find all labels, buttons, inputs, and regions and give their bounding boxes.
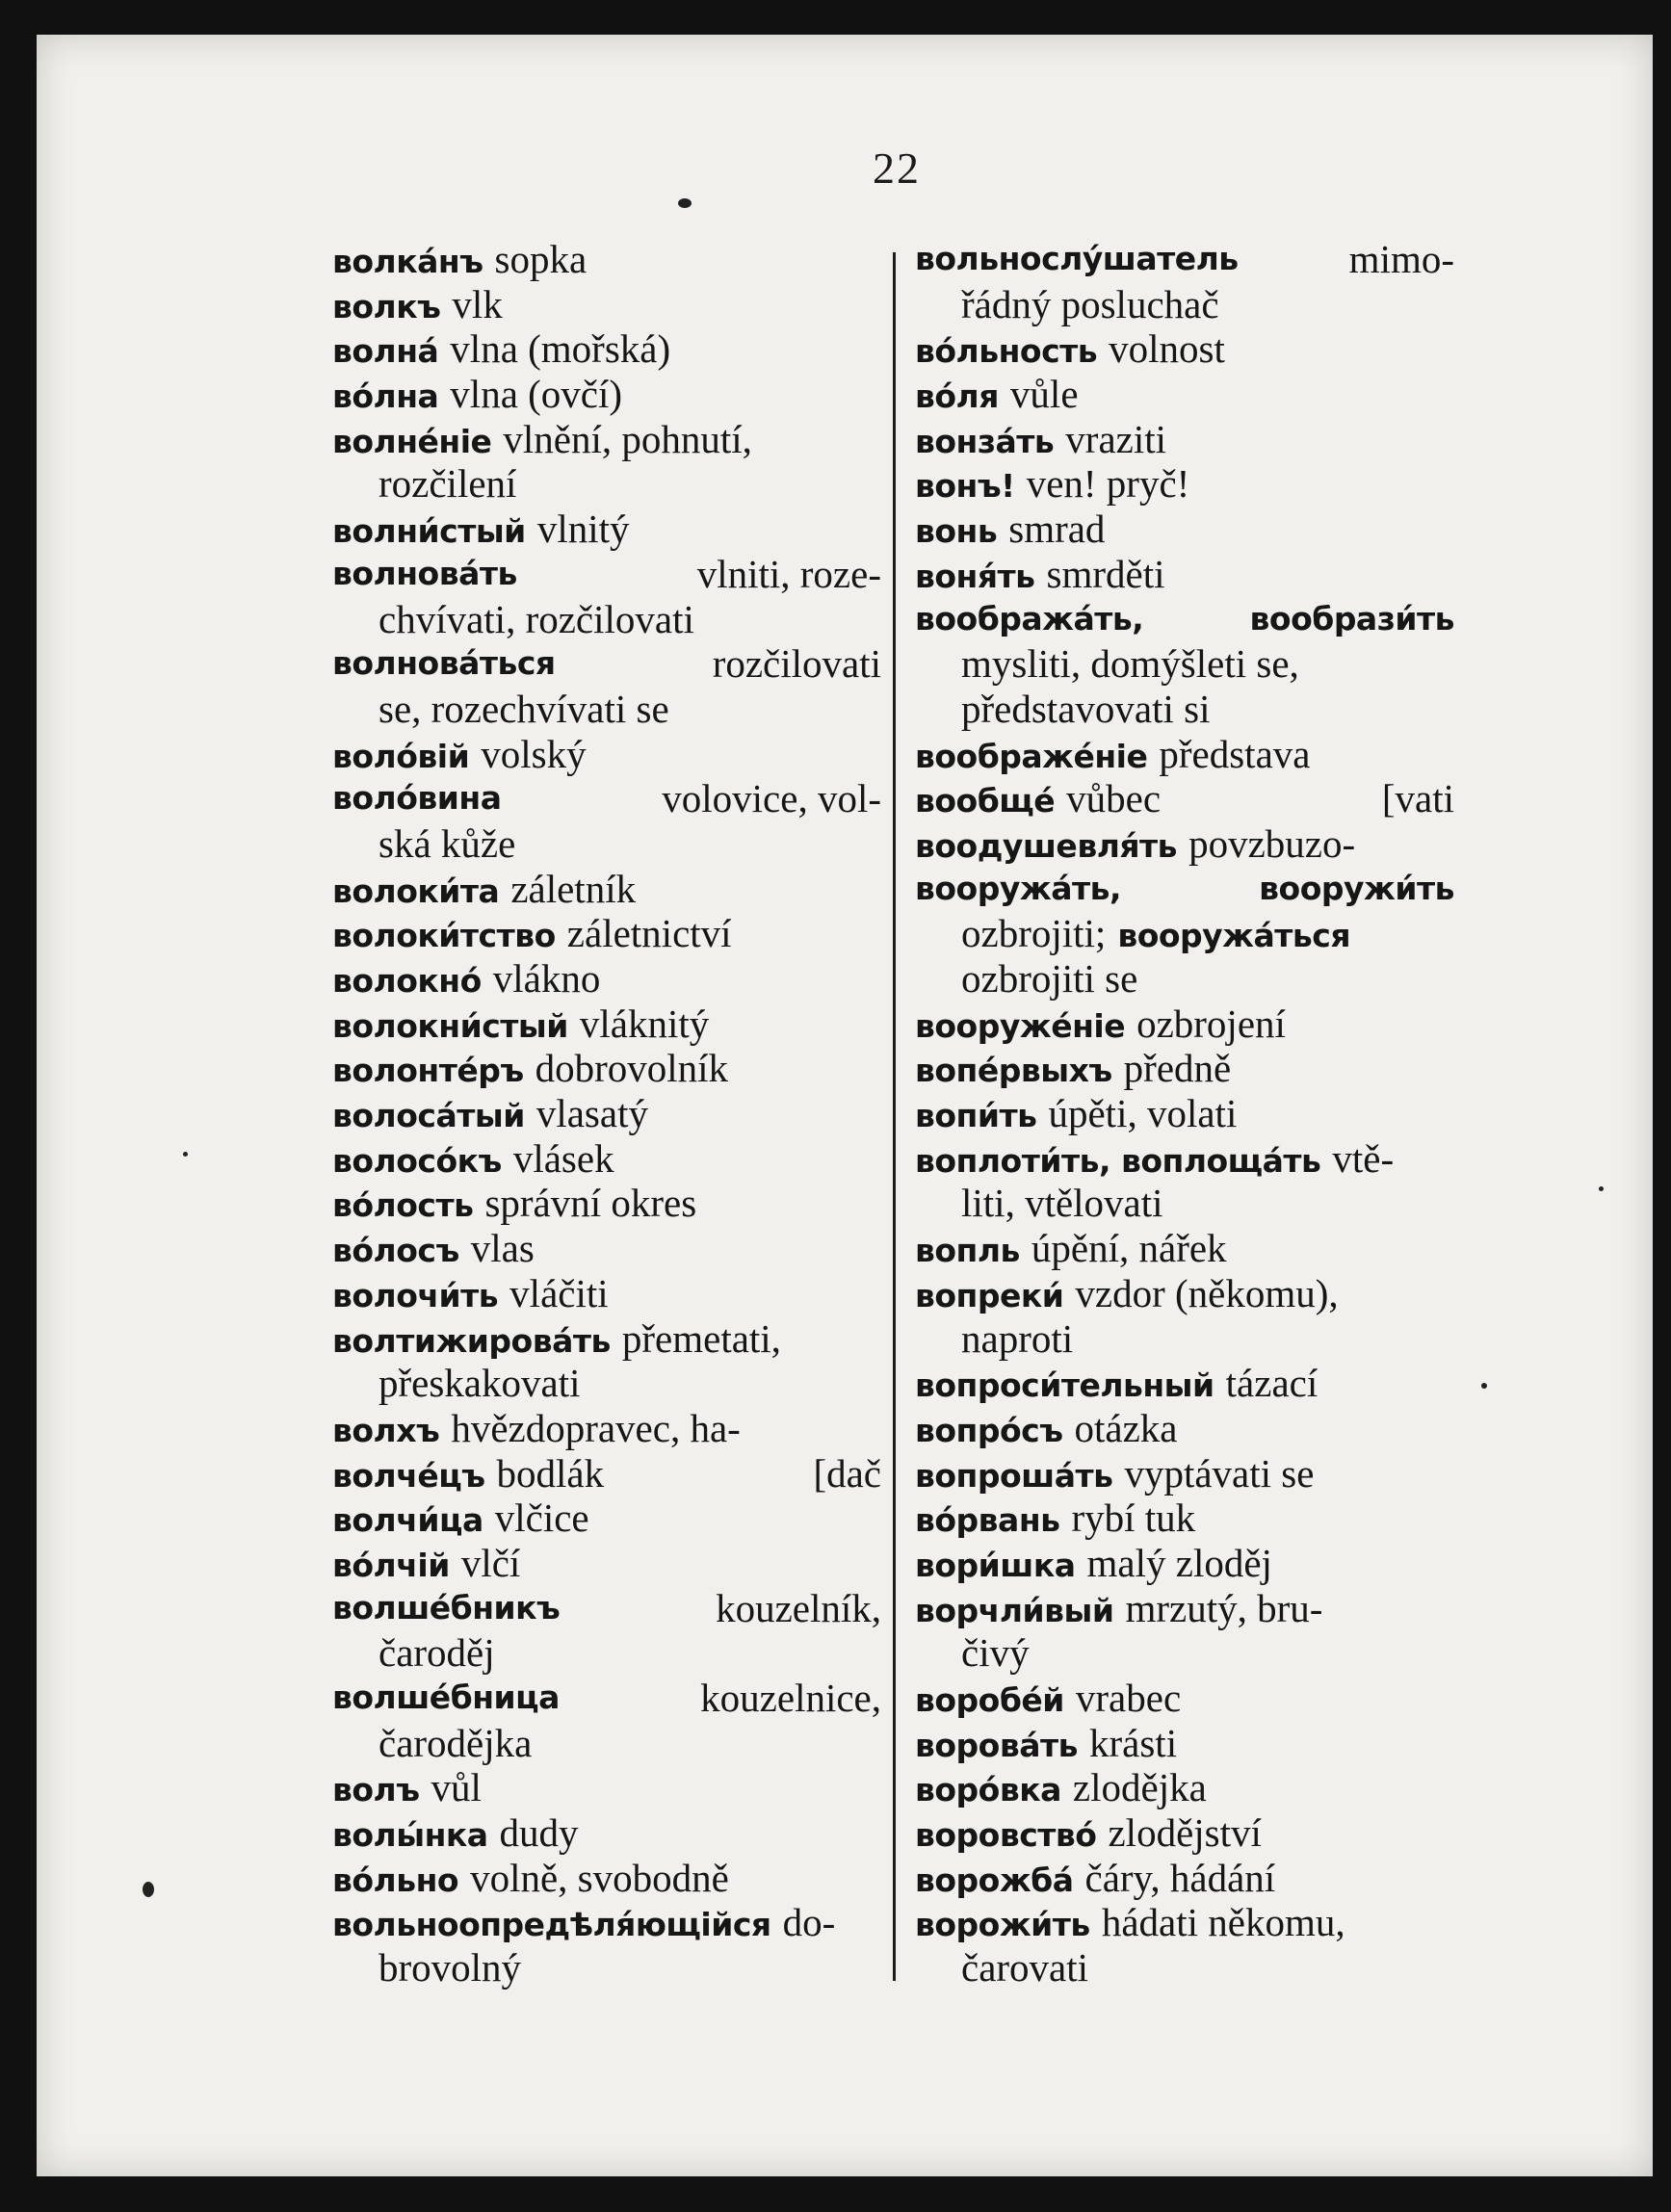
dictionary-entry xyxy=(915,1586,1454,1631)
entry-translation: vlčí xyxy=(460,1540,521,1585)
dictionary-entry xyxy=(915,461,1454,507)
entry-translation: hvězdopravec, ha- xyxy=(451,1405,741,1450)
dictionary-entry xyxy=(915,1496,1454,1541)
entry-continuation xyxy=(915,687,1454,732)
dictionary-entry xyxy=(915,1361,1454,1406)
dictionary-entry xyxy=(915,372,1454,417)
dictionary-entry xyxy=(915,1002,1454,1047)
entry-headword: волше́бникъ xyxy=(332,1588,561,1626)
entry-translation: naproti xyxy=(961,1315,1074,1361)
entry-translation: ozbrojiti se xyxy=(961,956,1138,1001)
dictionary-entry xyxy=(332,1900,881,1945)
entry-headword: вопль xyxy=(915,1232,1020,1270)
dictionary-entry xyxy=(915,776,1454,821)
entry-headword: ворожба́ xyxy=(915,1861,1074,1899)
entry-translation: vlk xyxy=(452,281,503,326)
entry-continuation xyxy=(332,687,881,732)
dictionary-entry xyxy=(915,507,1454,552)
dictionary-entry xyxy=(332,552,881,597)
dictionary-entry xyxy=(915,1226,1454,1271)
dictionary-entry xyxy=(332,956,881,1002)
entry-translation: vůl xyxy=(431,1765,482,1810)
entry-headword: волокно́ xyxy=(332,962,482,1000)
entry-translation: brovolný xyxy=(379,1945,522,1991)
entry-translation: do- xyxy=(782,1900,836,1945)
entry-headword: вооружа́ться xyxy=(1117,917,1351,955)
entry-headword: волчи́ца xyxy=(332,1501,483,1540)
entry-translation: volně, svobodně xyxy=(470,1855,729,1900)
entry-group xyxy=(332,1451,604,1496)
dictionary-entry xyxy=(332,1586,881,1631)
entry-translation: vyptávati se xyxy=(1124,1450,1315,1496)
entry-translation: tázací xyxy=(1225,1361,1319,1406)
entry-headword: во́льность xyxy=(915,332,1098,371)
left-column xyxy=(332,237,881,1991)
entry-headword: ворова́ть xyxy=(915,1726,1078,1764)
dictionary-entry xyxy=(332,1856,881,1901)
entry-translation: záletnictví xyxy=(566,911,732,956)
entry-continuation xyxy=(915,1630,1454,1676)
dictionary-entry xyxy=(915,1271,1454,1316)
entry-translation: mrzutý, bru- xyxy=(1125,1585,1323,1630)
entry-headword: волнова́ть xyxy=(332,554,517,592)
scan-speck xyxy=(1481,1383,1487,1389)
dictionary-entry xyxy=(915,1721,1454,1766)
entry-headword: воодушевля́ть xyxy=(915,826,1178,865)
entry-headword: волка́нъ xyxy=(332,243,483,280)
entry-translation: dudy xyxy=(499,1810,579,1856)
entry-headword: воло́вій xyxy=(332,737,470,775)
entry-translation: sopka xyxy=(494,237,587,281)
entry-headword: вообража́ть, xyxy=(915,599,1144,638)
entry-translation: malý zloděj xyxy=(1086,1540,1272,1585)
entry-headword: воло́вина xyxy=(332,779,502,818)
dictionary-entry xyxy=(332,1451,881,1496)
entry-continuation xyxy=(332,1361,881,1406)
entry-translation: vlčice xyxy=(494,1496,589,1541)
entry-headword: вольнослу́шатель xyxy=(915,240,1239,277)
entry-headword: вооружа́ть, xyxy=(915,869,1121,907)
entry-headword: во́лна xyxy=(332,377,439,416)
dictionary-entry xyxy=(332,1406,881,1451)
dictionary-entry xyxy=(915,821,1454,867)
dictionary-entry xyxy=(915,552,1454,597)
entry-translation: ven! pryč! xyxy=(1026,461,1190,507)
scan-speck xyxy=(1599,1186,1604,1191)
entry-headword: волоки́тство xyxy=(332,917,556,955)
entry-translation: krásti xyxy=(1089,1720,1178,1765)
entry-translation: ozbrojení xyxy=(1136,1001,1286,1046)
entry-translation: úpěti, volati xyxy=(1048,1091,1238,1136)
dictionary-entry xyxy=(332,1046,881,1091)
entry-translation: vlnění, pohnutí, xyxy=(503,416,752,461)
entry-continuation xyxy=(915,641,1454,687)
dictionary-entry xyxy=(332,1002,881,1047)
entry-headword: воплоти́ть, воплоща́ть xyxy=(915,1141,1321,1180)
entry-headword: вообще́ xyxy=(915,782,1056,820)
entry-translation: mysliti, domýšleti se, xyxy=(961,641,1299,687)
entry-headword: волосо́къ xyxy=(332,1141,502,1180)
dictionary-entry xyxy=(915,1900,1454,1945)
entry-translation: představa xyxy=(1159,731,1311,776)
entry-headword: волнова́ться xyxy=(332,644,556,683)
entry-continuation xyxy=(332,1945,881,1991)
entry-carryover: [vati xyxy=(1381,776,1454,821)
entry-headword: вопе́рвыхъ xyxy=(915,1052,1112,1090)
entry-headword: волше́бница xyxy=(332,1679,560,1716)
entry-continuation xyxy=(332,1630,881,1676)
entry-translation: zlodějka xyxy=(1072,1765,1207,1810)
dictionary-entry xyxy=(332,237,881,282)
entry-translation: čaroděj xyxy=(379,1630,495,1676)
dictionary-entry xyxy=(332,1810,881,1856)
entry-translation: volovice, vol- xyxy=(662,776,881,821)
entry-headword: волне́ніе xyxy=(332,422,492,460)
entry-translation: vtě- xyxy=(1332,1135,1395,1181)
entry-translation: ozbrojiti; xyxy=(961,911,1107,956)
entry-translation: vrabec xyxy=(1075,1676,1182,1720)
right-column xyxy=(915,237,1454,1991)
dictionary-entry xyxy=(915,911,1454,956)
entry-translation: správní okres xyxy=(484,1181,697,1226)
entry-headword-alt: вообрази́ть xyxy=(1249,599,1454,638)
scan-speck xyxy=(143,1882,154,1897)
entry-translation: záletník xyxy=(510,866,637,911)
entry-translation: vláčiti xyxy=(509,1270,609,1315)
dictionary-entry xyxy=(332,1136,881,1182)
entry-translation: se, rozechvívati se xyxy=(379,686,669,731)
entry-translation: hádati někomu, xyxy=(1101,1900,1345,1945)
dictionary-entry xyxy=(332,282,881,327)
dictionary-entry xyxy=(332,1091,881,1136)
entry-translation: liti, vtělovati xyxy=(961,1181,1163,1226)
entry-headword: волоса́тый xyxy=(332,1097,525,1135)
dictionary-entry xyxy=(915,1046,1454,1091)
scan-speck xyxy=(678,198,692,208)
entry-headword: волокни́стый xyxy=(332,1006,568,1045)
entry-headword: вори́шка xyxy=(915,1546,1076,1584)
entry-continuation xyxy=(332,1721,881,1766)
entry-translation: zlodějství xyxy=(1108,1810,1262,1856)
entry-translation: vlas xyxy=(470,1226,535,1271)
entry-headword: ворчли́вый xyxy=(915,1591,1114,1629)
dictionary-entry xyxy=(332,1765,881,1810)
entry-group xyxy=(915,776,1161,821)
entry-translation: rybí tuk xyxy=(1071,1496,1196,1541)
entry-headword: волхъ xyxy=(332,1411,440,1449)
entry-translation: vzdor (někomu), xyxy=(1075,1270,1339,1315)
entry-translation: vlasatý xyxy=(535,1091,648,1136)
entry-headword: вопро́съ xyxy=(915,1411,1063,1449)
entry-translation: úpění, nářek xyxy=(1031,1226,1227,1271)
dictionary-entry xyxy=(332,326,881,372)
entry-headword: во́ля xyxy=(915,377,999,416)
dictionary-entry xyxy=(915,1451,1454,1496)
column-divider xyxy=(893,252,896,1981)
dictionary-entry xyxy=(915,867,1454,912)
entry-headword: во́рвань xyxy=(915,1501,1060,1540)
entry-translation: vláknitý xyxy=(579,1001,710,1046)
entry-translation: čarovati xyxy=(961,1945,1089,1991)
dictionary-entry xyxy=(915,1765,1454,1810)
dictionary-entry xyxy=(332,776,881,821)
entry-continuation xyxy=(915,1181,1454,1226)
dictionary-entry xyxy=(332,507,881,552)
entry-headword: вопи́ть xyxy=(915,1097,1037,1135)
entry-translation: představovati si xyxy=(961,686,1211,731)
entry-translation: vraziti xyxy=(1065,416,1167,461)
entry-translation: řádný posluchač xyxy=(961,281,1219,326)
entry-headword: вооруже́ніе xyxy=(915,1006,1126,1045)
dictionary-entry xyxy=(915,417,1454,462)
page-number: 22 xyxy=(873,143,921,193)
entry-translation: vlásek xyxy=(512,1135,614,1181)
dictionary-entry xyxy=(915,1406,1454,1451)
dictionary-entry xyxy=(332,372,881,417)
entry-headword: волоки́та xyxy=(332,872,500,910)
entry-headword: вопроша́ть xyxy=(915,1456,1113,1495)
entry-carryover: [dač xyxy=(813,1450,881,1496)
entry-translation: smrděti xyxy=(1046,551,1165,596)
dictionary-entry xyxy=(915,1136,1454,1182)
entry-continuation xyxy=(332,597,881,642)
entry-translation: rozčilení xyxy=(379,461,517,507)
entry-translation: vlniti, roze- xyxy=(696,551,881,596)
entry-translation: volnost xyxy=(1109,326,1225,372)
entry-headword: во́лость xyxy=(332,1186,474,1225)
entry-translation: ská kůže xyxy=(379,820,516,866)
entry-translation: vlna (mořská) xyxy=(450,326,671,372)
entry-translation: dobrovolník xyxy=(535,1046,729,1091)
dictionary-entry xyxy=(332,1541,881,1586)
entry-continuation xyxy=(915,1316,1454,1362)
entry-translation: přemetati, xyxy=(621,1315,781,1361)
entry-headword: воро́вка xyxy=(915,1771,1061,1809)
dictionary-entry xyxy=(332,641,881,687)
entry-translation: mimo- xyxy=(1348,237,1454,281)
entry-headword: воробе́й xyxy=(915,1681,1064,1719)
entry-headword: волни́стый xyxy=(332,512,526,551)
dictionary-entry xyxy=(332,732,881,777)
entry-headword: во́льно xyxy=(332,1861,459,1899)
entry-continuation xyxy=(915,282,1454,327)
entry-headword: вопреки́ xyxy=(915,1276,1064,1314)
entry-headword: волче́цъ xyxy=(332,1456,485,1495)
dictionary-entry xyxy=(915,237,1454,282)
entry-headword: воня́ть xyxy=(915,557,1035,595)
entry-headword: волна́ xyxy=(332,332,439,371)
entry-headword: воображе́ніе xyxy=(915,737,1148,775)
entry-headword: вольноопредѣля́ющійся xyxy=(332,1906,771,1944)
dictionary-entry xyxy=(332,867,881,912)
entry-translation: předně xyxy=(1123,1046,1232,1091)
dictionary-entry xyxy=(915,1541,1454,1586)
entry-headword: волъ xyxy=(332,1771,420,1809)
dictionary-entry xyxy=(915,732,1454,777)
entry-headword: волонте́ръ xyxy=(332,1052,524,1090)
entry-headword: волтижирова́ть xyxy=(332,1321,611,1360)
entry-translation: kouzelnice, xyxy=(700,1676,881,1720)
dictionary-entry xyxy=(332,1181,881,1226)
entry-translation: povzbuzo- xyxy=(1188,820,1356,866)
entry-translation: bodlák xyxy=(496,1450,605,1496)
entry-continuation xyxy=(332,821,881,867)
entry-headword: воровство́ xyxy=(915,1816,1097,1855)
entry-continuation xyxy=(915,956,1454,1002)
entry-translation: vlákno xyxy=(492,956,601,1001)
dictionary-entry xyxy=(915,597,1454,642)
entry-headword: волкъ xyxy=(332,287,441,325)
entry-continuation xyxy=(332,461,881,507)
entry-translation: otázka xyxy=(1074,1405,1178,1450)
dictionary-entry xyxy=(915,1856,1454,1901)
entry-headword: вонза́ть xyxy=(915,422,1055,460)
entry-translation: vůbec xyxy=(1066,776,1162,821)
entry-translation: čarodějka xyxy=(379,1720,533,1765)
entry-translation: přeskakovati xyxy=(379,1361,581,1406)
entry-translation: čivý xyxy=(961,1630,1030,1676)
entry-headword-alt: вооружи́ть xyxy=(1259,869,1454,907)
dictionary-entry xyxy=(332,911,881,956)
entry-headword: вопроси́тельный xyxy=(915,1366,1214,1405)
dictionary-entry xyxy=(332,1316,881,1362)
entry-headword: ворожи́ть xyxy=(915,1906,1090,1944)
dictionary-entry xyxy=(915,1810,1454,1856)
entry-translation: rozčilovati xyxy=(712,641,881,687)
entry-headword: волочи́ть xyxy=(332,1276,499,1314)
dictionary-entry xyxy=(915,1676,1454,1721)
entry-translation: volský xyxy=(481,731,587,776)
entry-headword: во́лосъ xyxy=(332,1232,459,1270)
entry-translation: vlnitý xyxy=(536,507,630,552)
dictionary-entry xyxy=(915,1091,1454,1136)
entry-translation: kouzelník, xyxy=(716,1585,881,1630)
dictionary-entry xyxy=(332,1676,881,1721)
entry-headword: волы́нка xyxy=(332,1816,488,1855)
scan-speck xyxy=(183,1152,188,1157)
entry-translation: vůle xyxy=(1009,372,1079,417)
entry-group xyxy=(961,911,1350,955)
entry-headword: вонъ! xyxy=(915,467,1015,506)
dictionary-entry xyxy=(915,326,1454,372)
entry-headword: во́лчій xyxy=(332,1546,450,1584)
entry-headword: вонь xyxy=(915,512,998,551)
dictionary-entry xyxy=(332,1271,881,1316)
entry-continuation xyxy=(915,1945,1454,1991)
entry-translation: smrad xyxy=(1008,507,1106,552)
dictionary-entry xyxy=(332,1226,881,1271)
entry-translation: vlna (ovčí) xyxy=(450,372,623,417)
dictionary-entry xyxy=(332,417,881,462)
entry-translation: čáry, hádání xyxy=(1084,1855,1276,1900)
entry-translation: chvívati, rozčilovati xyxy=(379,596,694,641)
dictionary-entry xyxy=(332,1496,881,1541)
